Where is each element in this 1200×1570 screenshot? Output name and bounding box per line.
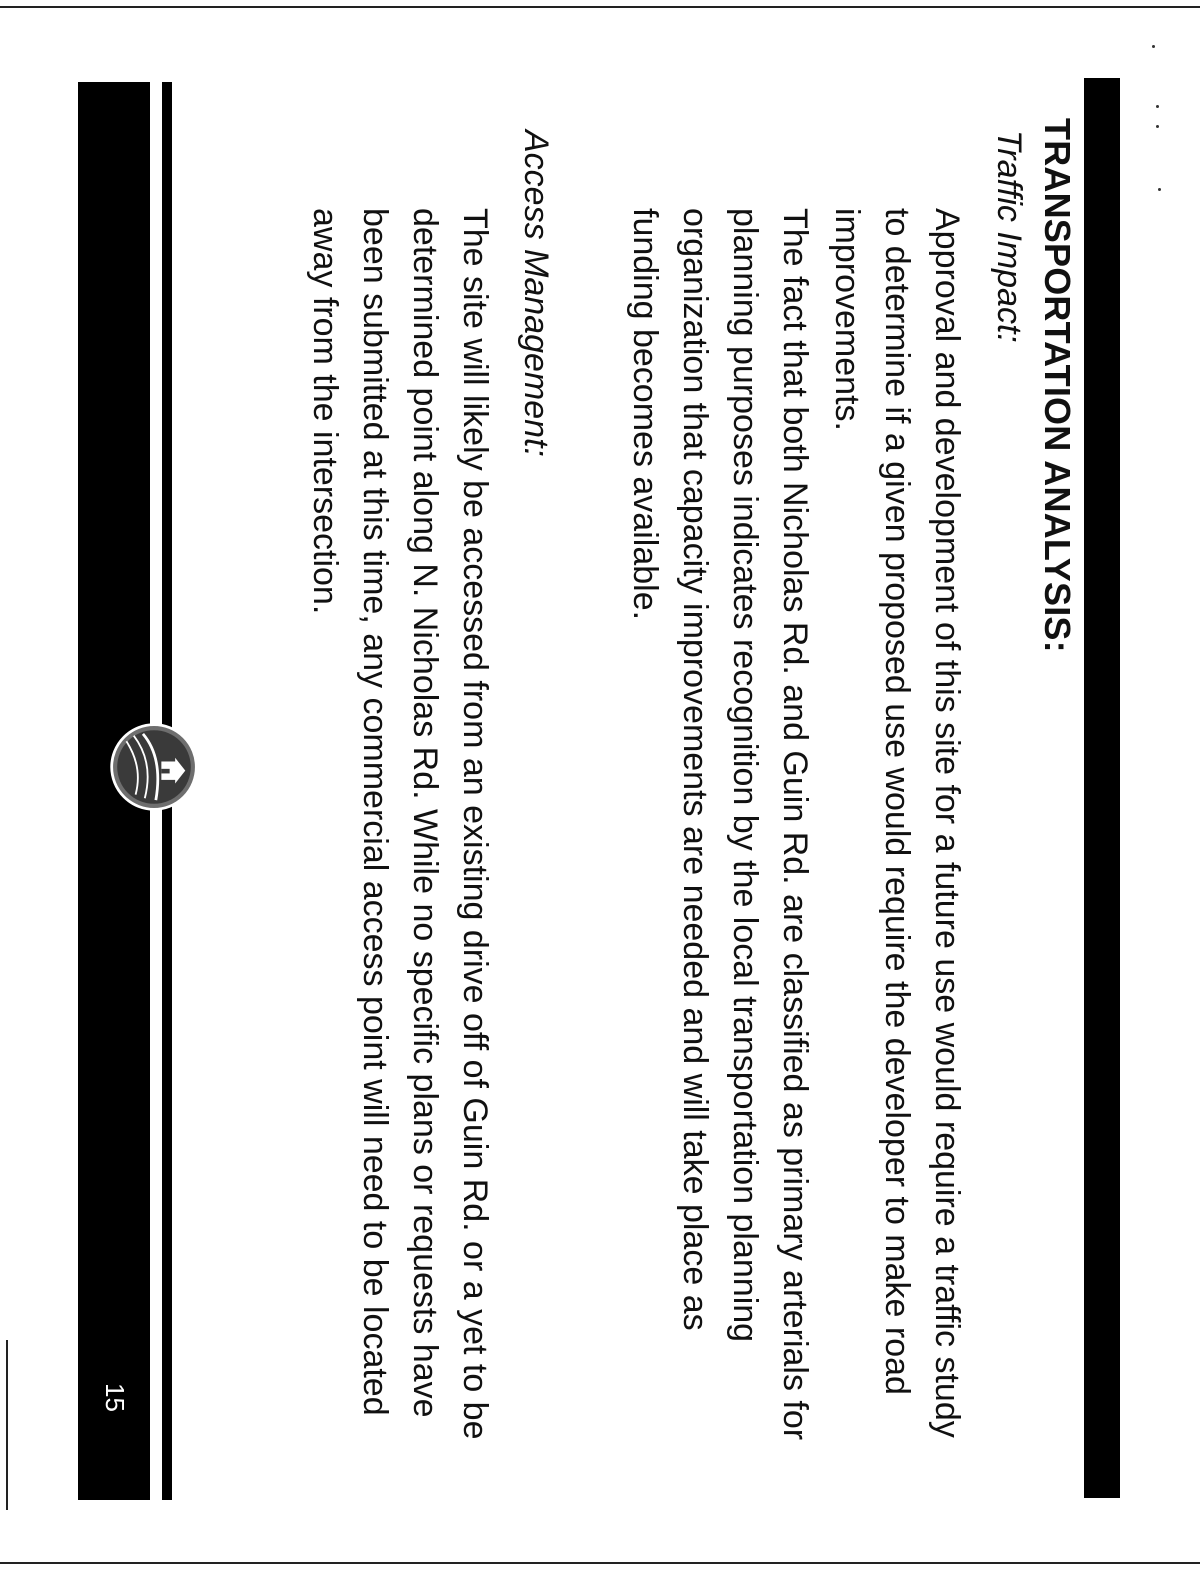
scan-edge-top: [0, 6, 1200, 8]
page-number: 15: [100, 1383, 130, 1412]
house-landscape-emblem-icon: [108, 721, 200, 813]
scan-mark: [1158, 188, 1161, 191]
scan-mark: [1156, 125, 1159, 128]
scan-edge-bottom: [0, 1562, 1200, 1564]
slide-title: TRANSPORTATION ANALYSIS:: [1037, 118, 1078, 653]
paragraph-site-access: The site will likely be accessed from an existing drive off of Guin Rd. or a yet to be determined point along N. Nicholas Rd. While no specific plans or requests have been submitted at this time, any commercial access point will need to be located away from the intersection.: [306, 208, 494, 1440]
slide-top-bar: [1084, 78, 1120, 1498]
scan-mark: [1156, 105, 1159, 108]
paragraph-primary-arterials: The fact that both Nicholas Rd. and Guin Rd. are classified as primary arterials for planning purposes indicates recognition by the local transportation planning organization that capacity improvements are needed and will take place as funding becomes available.: [626, 208, 814, 1441]
section-heading-traffic-impact: Traffic Impact:: [990, 130, 1028, 343]
section-heading-access-management: Access Management:: [517, 130, 555, 457]
scan-mark: [1152, 45, 1155, 48]
rotated-slide: [100, 78, 1120, 1498]
scan-edge-left: [6, 1340, 8, 1510]
paragraph-traffic-study: Approval and development of this site for a future use would require a traffic study to determine if a given proposed use would require the developer to make road improvements.: [828, 208, 966, 1438]
